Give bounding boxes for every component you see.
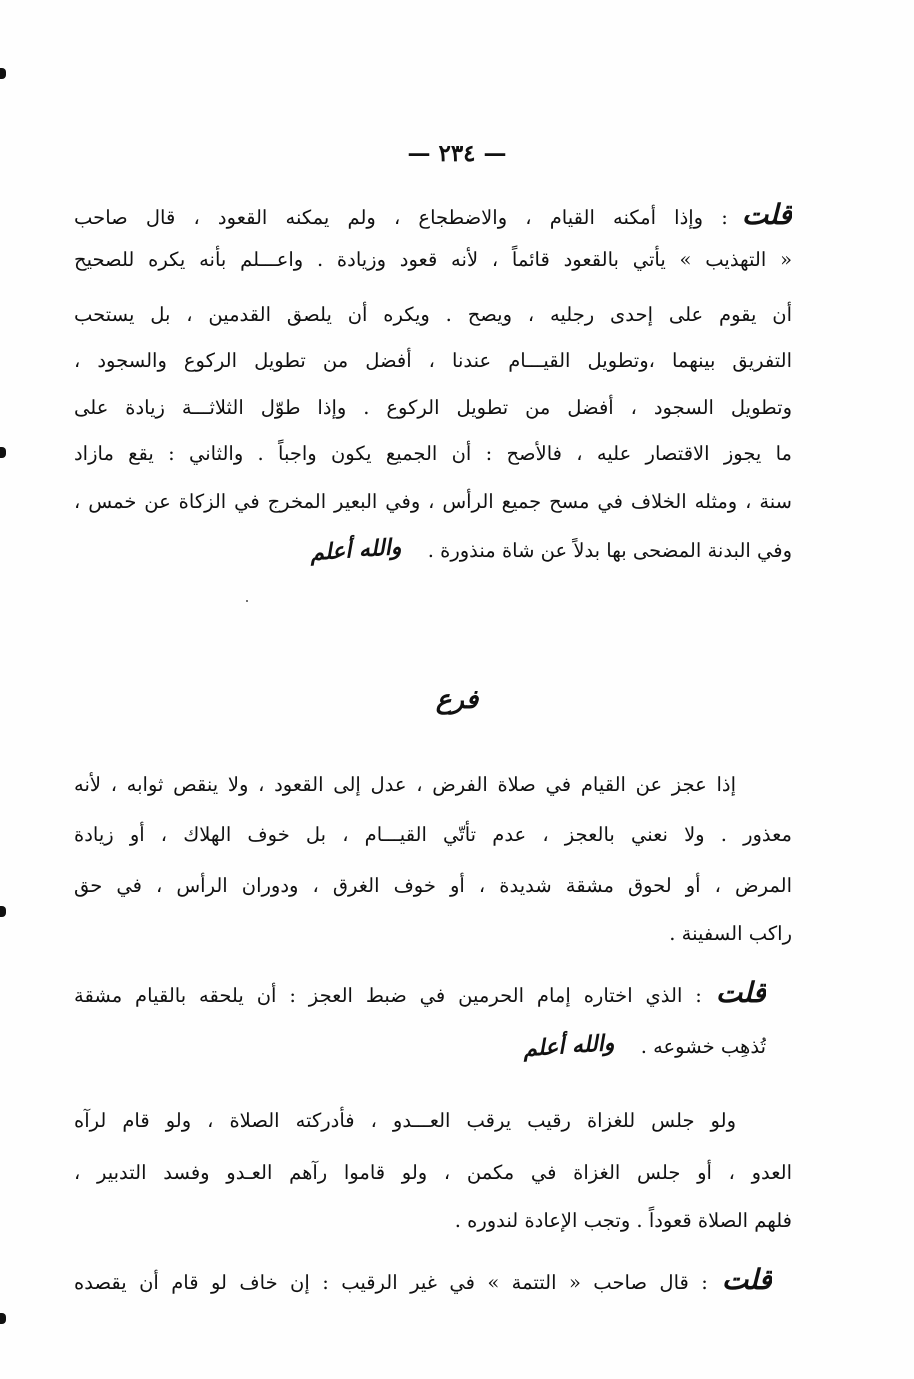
ink-speck xyxy=(246,600,248,602)
text-line: معذور . ولا نعني بالعجز ، عدم تأتّي القيـــام ، بل خوف الهلاك ، أو زيادة xyxy=(74,823,792,846)
closing-formula: والله أعلم xyxy=(309,533,403,567)
closing-formula: والله أعلم xyxy=(522,1029,616,1063)
line-text: : وإذا أمكنه القيام ، والاضطجاع ، ولم يمكنه القعود ، قال صاحب xyxy=(74,206,728,229)
text-line: وتطويل السجود ، أفضل من تطويل الركوع . وإذا طوّل الثلاثـــة زيادة على xyxy=(74,396,792,419)
line-text: : قال صاحب « التتمة » في غير الرقيب : إن خاف لو قام أن يقصده xyxy=(74,1271,708,1294)
qult-label: قلت xyxy=(715,976,766,1009)
text-line: ولو جلس للغزاة رقيب يرقب العـــدو ، فأدركته الصلاة ، ولو قام لرآه xyxy=(74,1109,736,1132)
line-text: وفي البدنة المضحى بها بدلاً عن شاة منذورة . xyxy=(427,539,792,562)
text-line: فلهم الصلاة قعوداً . وتجب الإعادة لندوره . xyxy=(454,1209,792,1232)
text-line: ما يجوز الاقتصار عليه ، فالأصح : أن الجميع يكون واجباً . والثاني : يقع مازاد xyxy=(74,442,792,465)
qult-label: قلت xyxy=(721,1263,772,1296)
qult-label: قلت xyxy=(741,198,792,231)
text-line: أن يقوم على إحدى رجليه ، ويصح . ويكره أن يلصق القدمين ، بل يستحب xyxy=(74,303,792,326)
section-title: فرع xyxy=(435,685,479,715)
text-line: راكب السفينة . xyxy=(669,922,792,945)
text-line: العدو ، أو جلس الغزاة في مكمن ، ولو قاموا رآهم العـدو وفسد التدبير ، xyxy=(74,1161,792,1184)
text-line: إذا عجز عن القيام في صلاة الفرض ، عدل إلى القعود ، ولا ينقص ثوابه ، لأنه xyxy=(74,773,736,796)
margin-mark xyxy=(0,68,6,79)
text-line xyxy=(74,1260,772,1300)
text-line: المرض ، أو لحوق مشقة شديدة ، أو خوف الغرق ، ودوران الرأس ، في حق xyxy=(74,874,792,897)
text-line xyxy=(74,195,792,235)
margin-mark xyxy=(0,906,6,917)
text-line xyxy=(260,530,792,570)
text-line: سنة ، ومثله الخلاف في مسح جميع الرأس ، وفي البعير المخرج في الزكاة عن خمس ، xyxy=(74,490,792,513)
text-line xyxy=(74,973,766,1013)
line-text: : الذي اختاره إمام الحرمين في ضبط العجز : أن يلحقه بالقيام مشقة xyxy=(74,984,702,1007)
margin-mark xyxy=(0,447,6,458)
margin-mark xyxy=(0,1313,6,1324)
page-number: — ٢٣٤ — xyxy=(407,140,507,167)
text-line: « التهذيب » يأتي بالقعود قائماً ، لأنه قعود وزيادة . واعـــلم بأنه يكره للصحيح xyxy=(74,248,792,271)
line-text: تُذهِب خشوعه . xyxy=(640,1035,766,1058)
text-line xyxy=(74,1026,766,1066)
text-line: التفريق بينهما ،وتطويل القيـــام عندنا ، أفضل من تطويل الركوع والسجود ، xyxy=(74,349,792,372)
